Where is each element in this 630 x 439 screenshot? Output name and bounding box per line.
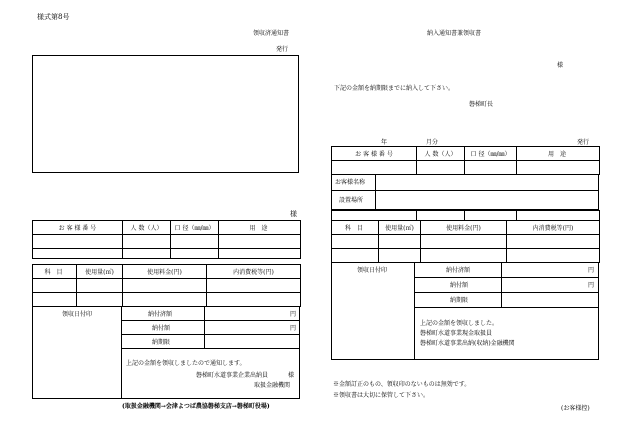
right-col-persons: 人 数（人） bbox=[417, 147, 465, 161]
right-note-1: ※金額訂正のもの、領収印のないものは無効です。 bbox=[333, 381, 471, 388]
left-clerk-text: 磐梯町水道事業企業出納員 bbox=[196, 372, 269, 379]
right-month-label: 月分 bbox=[426, 139, 439, 146]
left-col-customer-no: お 客 様 番 号 bbox=[33, 221, 123, 235]
left-route-text: (取扱金融機関→会津よつば農協磐梯支店→磐梯町役場) bbox=[122, 403, 270, 410]
left-col-item: 科 目 bbox=[33, 265, 77, 279]
right-col-fee: 使用料金(円) bbox=[421, 221, 507, 235]
right-location-label: 設置場所 bbox=[339, 197, 364, 204]
left-col-fee: 使用料金(円) bbox=[123, 265, 207, 279]
right-col-volume: 使用量(㎥) bbox=[379, 221, 421, 235]
right-customer-name-label: お客様名称 bbox=[335, 179, 366, 186]
right-info-table bbox=[331, 146, 600, 175]
left-info-table bbox=[32, 220, 301, 259]
left-notice-text: 上記の金額を領収しましたので通知します。 bbox=[126, 360, 246, 367]
right-col-item: 科 目 bbox=[332, 221, 379, 235]
right-customer-box bbox=[331, 174, 599, 210]
left-cell-persons bbox=[123, 235, 171, 249]
left-amount-yen: 円 bbox=[290, 325, 297, 332]
right-receipt-stamp-label: 領収日付印 bbox=[357, 267, 388, 274]
left-col-persons: 人 数（人） bbox=[123, 221, 171, 235]
right-col-diameter: 口 径（㎜/㎜） bbox=[465, 147, 517, 161]
right-honorific: 様 bbox=[557, 62, 564, 69]
left-receipt-stamp-label: 領収日付印 bbox=[62, 311, 93, 318]
left-amount-label: 納付額 bbox=[152, 325, 171, 332]
left-col-usage: 用 途 bbox=[219, 221, 301, 235]
right-col-usage: 用 途 bbox=[517, 147, 600, 161]
right-col-tax: 内消費税等(円) bbox=[507, 221, 600, 235]
left-clerk-honorific: 様 bbox=[288, 372, 295, 379]
right-col-customer-no: お 客 様 番 号 bbox=[332, 147, 417, 161]
left-col-volume: 使用量(㎥) bbox=[77, 265, 123, 279]
left-paid-label: 納付済額 bbox=[148, 311, 173, 318]
right-amount-label: 納付額 bbox=[450, 282, 469, 289]
right-paid-label: 納付済額 bbox=[446, 267, 471, 274]
right-received-text: 上記の金額を領収しました。 bbox=[420, 320, 499, 327]
right-paid-yen: 円 bbox=[588, 267, 595, 274]
left-honorific: 様 bbox=[290, 210, 297, 218]
left-cell-spacer bbox=[33, 249, 123, 259]
left-cell-customer-no bbox=[33, 235, 123, 249]
left-cell-diameter bbox=[171, 235, 219, 249]
right-deadline-label: 納期限 bbox=[450, 297, 469, 304]
right-year-label: 年 bbox=[381, 139, 388, 146]
right-fee-table bbox=[331, 220, 600, 263]
right-note-2: ※領収書は大切に保管して下さい。 bbox=[333, 392, 430, 399]
left-deadline-label: 納期限 bbox=[152, 339, 171, 346]
left-title: 領収済通知書 bbox=[253, 30, 290, 37]
left-col-diameter: 口 径（㎜/㎜） bbox=[171, 221, 219, 235]
right-instruction: 下記の金額を納期限までに納入して下さい。 bbox=[334, 85, 455, 92]
right-issue-label: 発行 bbox=[577, 139, 590, 146]
left-col-tax: 内消費税等(円) bbox=[207, 265, 301, 279]
left-issue-label: 発行 bbox=[276, 46, 289, 53]
right-amount-yen: 円 bbox=[588, 282, 595, 289]
right-mayor: 磐梯町長 bbox=[469, 101, 494, 108]
left-paid-yen: 円 bbox=[290, 311, 297, 318]
right-title: 納入通知書兼領収書 bbox=[427, 30, 482, 37]
left-cell-usage bbox=[219, 235, 301, 249]
right-cashier-text: 磐梯町水道事業現金取扱員 bbox=[420, 330, 493, 337]
right-bank-text: 磐梯町水道事業出納(収納)金融機関 bbox=[420, 340, 515, 347]
left-fee-table bbox=[32, 264, 301, 307]
right-copy-label: (お客様控) bbox=[561, 405, 590, 412]
form-number: 様式第8号 bbox=[37, 13, 70, 21]
left-address-box bbox=[32, 55, 299, 173]
left-bank-text: 取扱金融機関 bbox=[254, 382, 291, 389]
